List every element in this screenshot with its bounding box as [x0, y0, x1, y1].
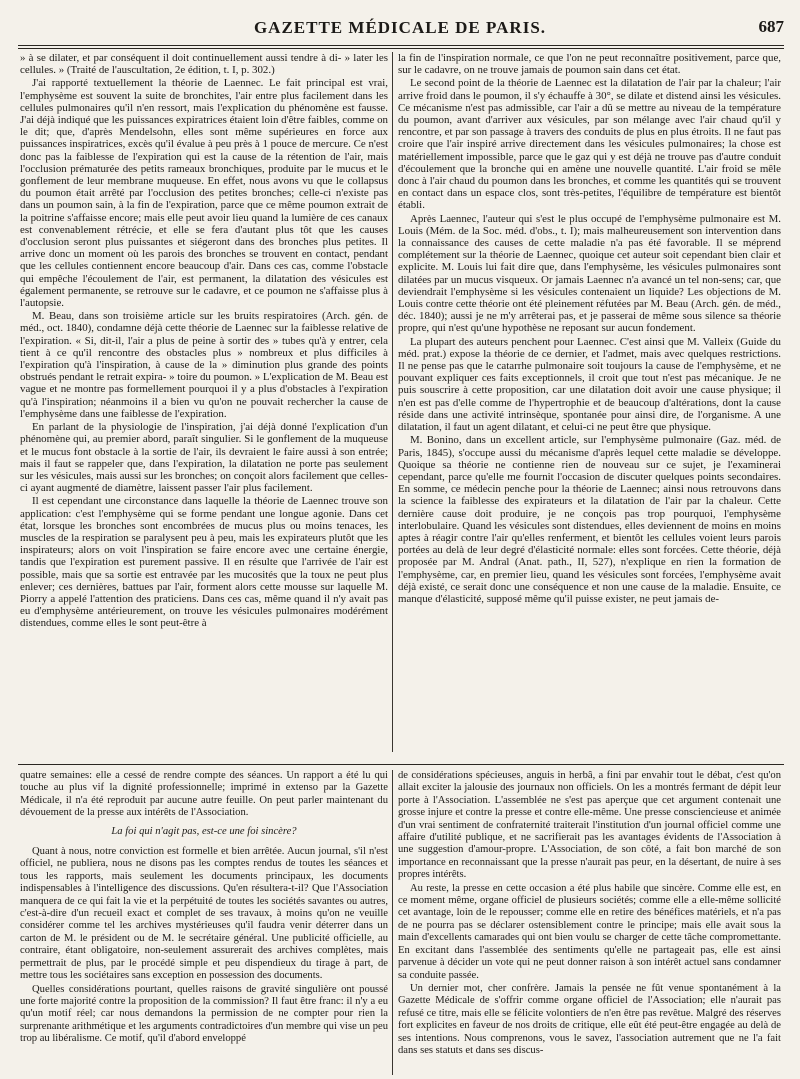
paragraph: Quelles considérations pourtant, quelles raisons de gravité singulière ont poussé une forte majorité contre la proposition de la commission? Il faut être franc: il n'y a eu qu'un motif réel; car nous demandons la permission de ne compter pour rien la surprenante arithmétique et les arguments contradictoires d'un membre qui vise un peu trop au libéralisme. Ce motif, qu'il d'abord enveloppé: [20, 983, 388, 1045]
paragraph: Le second point de la théorie de Laennec est la dilatation de l'air par la chaleur; l'air arrive froid dans le poumon, il s'y échauffe à 30°, se dilate et distend ainsi les vésicules. Ce mécanisme n'est pas admissible, car l'air a dû se mettre au niveau de la température du poumon, avant d'arriver aux vésicules, par son mélange avec l'air chaud qu'il y rencontre, et par son passage à travers des conduits de plus en plus étroits. Il ne faut pas croire que l'air inspiré arrive directement dans les vésicules pulmonaires; la chose est matériellement impossible, parce que le gaz qui y est déjà ne trouve pas d'autre conduit d'écoulement que la bronche qui en amène une nouvelle quantité. L'air froid se mêle donc à l'air chaud du poumon dans les bronches, et comme les quantités qui se trouvent en contact dans un espace clos, sont très-petites, l'équilibre de température est bientôt établi.: [398, 77, 781, 212]
quoted-question: La foi qui n'agit pas, est-ce une foi sincère?: [111, 825, 297, 837]
paragraph: quatre semaines: elle a cessé de rendre compte des séances. Un rapport a été lu qui touche au plus vif la dignité professionnelle; imprimé in extenso par la Gazette Médicale, il n'a été reproduit par aucune autre feuille. On peut parler maintenant du dévouement de la presse aux intérêts de l'Association.: [20, 770, 388, 819]
page-number: 687: [758, 17, 784, 36]
paragraph: Il est cependant une circonstance dans laquelle la théorie de Laennec trouve son application: c'est l'emphysème qui se forme pendant une longue agonie. Dans cet état, lorsque les bronches sont encombrées de mucus plus ou moins tenaces, les muscles de la respiration se paralysent peu à peu, mais les expirateurs plutôt que les inspirateurs; alors on voit l'inspiration se faire encore avec une certaine énergie, tandis que l'expiration est purement passive. Il en résulte que l'arrivée de l'air est possible, mais que sa sortie est entravée par les mucosités que la toux ne peut plus enlever; ces dernières, battues par l'air, forment alors cette mousse sur laquelle M. Piorry a appelé l'attention des praticiens. Dans ces cas, même quand il n'y avait pas eu d'emphysème antérieurement, on trouve les vésicules pulmonaires modérément distendues, comme elles le sont peut-être à: [20, 495, 388, 630]
paragraph: Après Laennec, l'auteur qui s'est le plus occupé de l'emphysème pulmonaire est M. Louis (Mém. de la Soc. méd. d'obs., t. I); mais malheureusement son intervention dans la connaissance des causes de cette maladie n'a pas été favorable. Il se méprend complétement sur la théorie de Laennec, quoique cet auteur soit cependant bien clair et explicite. M. Louis lui fait dire que, dans l'emphysème, les vésicules pulmonaires sont dilatées par un mucus visqueux. Or jamais Laennec n'a avancé un tel non-sens; car, que deviendrait l'emphysème si les vésicules contenaient un liquide? Les objections de M. Louis contre cette théorie ont été pleinement réfutées par M. Beau (Arch. gén. de méd., déc. 1840); aussi je ne m'y arrêterai pas, et je passerai de même sous silence sa théorie propre, qui n'est qu'une hypothèse ne reposant sur aucun fondement.: [398, 212, 781, 335]
header-rule: [18, 45, 784, 46]
feuilleton-column-right: [398, 770, 781, 1075]
header-rule-double: [18, 48, 784, 49]
article-column-left: [20, 52, 388, 754]
column-divider: [392, 770, 393, 1075]
column-divider: [392, 52, 393, 752]
feuilleton-column-left: [20, 770, 388, 1075]
paragraph: » à se dilater, et par conséquent il doit continuellement aussi tendre à di- » later les cellules. » (Traité de l'auscultation, 2e édition, t. I, p. 302.): [20, 52, 388, 77]
paragraph: la fin de l'inspiration normale, ce que l'on ne peut reconnaître positivement, parce que, sur le cadavre, on ne trouve jamais de poumon sain dans cet état.: [398, 52, 781, 77]
page-header: [0, 0, 800, 40]
paragraph: M. Beau, dans son troisième article sur les bruits respiratoires (Arch. gén. de méd., oct. 1840), condamne déjà cette théorie de Laennec sur la faiblesse relative de l'expiration. « Si, dit-il, l'air a plus de peine à sortir des » tubes qu'à y entrer, cela tient à ce qu'il rencontre des obstacles plus » nombreux et plus difficiles à l'expiration qu'à l'inspiration, à cause de la » diminution plus grande des points obstrués pendant le retrait expira- » toire du poumon. » L'explication de M. Beau est vague et ne montre pas formellement pourquoi il y a plus d'obstacles à l'expiration qu'à l'inspiration; néanmoins il a bien vu qu'on ne pouvait rechercher la cause de l'emphysème dans une faiblesse de l'expiration.: [20, 310, 388, 420]
paragraph: Au reste, la presse en cette occasion a été plus habile que sincère. Comme elle est, en ce moment même, organe officiel de plusieurs sociétés; comme elle a elle-même sollicité cet avantage, loin de le repousser; comme elle en retire des bénéfices matériels, et n'a pas de ne pourra pas se déclarer ostensiblement contre le principe; mais elle avait sous la main d'excellents camarades qui ont bien voulu se charger de cette tâche compromettante. En excitant dans l'assemblée des sentiments qu'elle ne partageait pas, elle est ainsi parvenue à décider un vote qui ne peut donner raison à son intérêt actuel sans condamner sa conduite passée.: [398, 882, 781, 981]
article-column-right: [398, 52, 781, 754]
publication-title: GAZETTE MÉDICALE DE PARIS.: [253, 18, 547, 37]
paragraph: J'ai rapporté textuellement la théorie de Laennec. Le fait principal est vrai, l'emphysème est souvent la suite de bronchites, l'air entre plus facilement dans les cellules pulmonaires qu'il n'en ressort, mais l'explication du phénomène est fausse. J'ai déjà indiqué que les puissances expiratrices étaient loin d'être faibles, comme on le dit; que, d'après Mendelsohn, elles sont même supérieures en force aux puissances inspiratrices, excès qu'il évalue à peu près à 1 pouce de mercure. Ce n'est donc pas la faiblesse de l'expiration qui est la cause de la rétention de l'air, mais l'occlusion prématurée des petits rameaux bronchiques, produite par le mucus et le gonflement de leur membrane muqueuse. En effet, nous avons vu que le collapsus du poumon était arrêté par l'occlusion des petites bronches; celle-ci n'existe pas dans un poumon sain, à la fin de l'expiration, parce que ce même poumon extrait de la poitrine s'affaisse encore; mais elle peut avoir lieu quand la lumière de ces canaux est convenablement rétrécie, et elle se fera d'autant plus tôt que les causes d'occlusion seront plus puissantes et siégeront dans des bronches plus petites. Il arrive donc un moment où les parois des bronches se trouvent en contact, pendant que les cellules contiennent encore beaucoup d'air. Dans ces cas, comme l'obstacle qui empêche l'écoulement de l'air, est permanent, la dilatation des vésicules est également permanente, se retrouve sur le cadavre, et ce poumon ne s'affaisse plus à l'autopsie.: [20, 77, 388, 310]
paragraph: M. Bonino, dans un excellent article, sur l'emphysème pulmonaire (Gaz. méd. de Paris, 1845), s'occupe aussi du mécanisme d'après lequel cette maladie se développe. Quoique sa théorie ne contienne rien de nouveau sur ce sujet, je l'examinerai cependant, parce qu'elle me fournit l'occasion de discuter quelques points secondaires. En somme, ce médecin penche pour la théorie de Laennec; ainsi nous retrouvons dans la science la faiblesse des expirateurs et la dilatation de l'air par la chaleur. Cette dernière cause doit produire, je ne conçois pas trop pourquoi, l'emphysème interlobulaire. Quand les vésicules sont distendues, elles deviennent de moins en moins aptes à réagir contre l'air qu'elles renferment, et bientôt les cellules voient leurs parois portées au delà de leur degré d'élasticité normale: elles sont forcées. Cette théorie, déjà proposée par M. Andral (Anat. path., II, 527), n'explique en rien la formation de l'emphysème, car, en premier lieu, quand les vésicules sont forcées, l'emphysème avait déjà existé, ce serait donc une conséquence et non une cause de la maladie. Ensuite, ce manque d'élasticité, supposé même qu'il puisse exister, ne peut jamais de-: [398, 434, 781, 605]
paragraph: Quant à nous, notre conviction est formelle et bien arrêtée. Aucun journal, s'il n'est officiel, ne publiera, nous ne disons pas les comptes rendus de toutes les séances et tous les rapports, mais seulement les documents principaux, les documents indispensables à l'intelligence des discussions. Qu'en résultera-t-il? Que l'Association manquera de ce qui fait la vie et la perpétuité de toutes les sociétés savantes ou autres, c'est-à-dire d'un recueil exact et complet de ses travaux, à moins qu'on ne veuille considérer comme tel les archives mystérieuses qu'il faudra venir déterrer dans un carton de M. le président ou de M. le secrétaire général. Une publicité officielle, au contraire, étant obligatoire, non-seulement assurerait des archives complètes, mais permettrait de plus, par le procédé simple et peu dispendieux du tirage à part, de mettre tous les sociétaires sans exception en possession des documents.: [20, 846, 388, 982]
section-rule: [18, 764, 784, 765]
paragraph: En parlant de la physiologie de l'inspiration, j'ai déjà donné l'explication d'un phénomène qui, au premier abord, paraît singulier. Si le gonflement de la muqueuse et le mucus font obstacle à la sortie de l'air, ils devraient le faire aussi à son entrée; mais il faut se rappeler que, dans l'expiration, la dilatation ne porte pas seulement sur les vésicules, mais aussi sur les bronches; on conçoit alors facilement que celles-ci ayant augmenté de diamètre, laissent passer l'air plus facilement.: [20, 421, 388, 495]
paragraph: de considérations spécieuses, anguis in herbâ, a fini par envahir tout le débat, c'est qu'on allait exciter la jalousie des journaux non officiels. On les a montrés fermant de dépit leur porte à l'Association. L'assemblée ne s'est pas aperçue que cet argument contenait une grosse injure et contre la presse et contre elle-même. Une presse consciencieuse et animée d'un vrai sentiment de confraternité traiterait l'institution d'un journal officiel comme une affaire d'utilité publique, et ne sacrifierait pas les avantages évidents de l'Association à une suggestion d'amour-propre. L'Association, de son côté, a fait bon marché de son importance en reconnaissant que la presse n'aurait pas peur, en la désertant, de nuire à ses propres intérêts.: [398, 770, 781, 881]
paragraph: Un dernier mot, cher confrère. Jamais la pensée ne fût venue spontanément à la Gazette Médicale de s'offrir comme organe officiel de l'Association; elle n'aurait pas refusé ce titre, mais elle se félicite volontiers de n'en être pas revêtue. Malgré des réserves fort explicites en faveur de nos droits de critique, elle eût été peut-être engagée au delà de ses intentions. Nous comprenons, vous le savez, l'association autrement que ne l'a fait dans ses statuts et dans ses discus-: [398, 982, 781, 1056]
paragraph: La plupart des auteurs penchent pour Laennec. C'est ainsi que M. Valleix (Guide du méd. prat.) expose la théorie de ce dernier, et l'admet, mais avec quelques restrictions. Il ne pense pas que le catarrhe pulmonaire soit toujours la cause de l'emphysème, et ne pouvant expliquer ces faits exceptionnels, il croit que tout n'est pas mécanique. Je ne puis souscrire à cette proposition, car une dilatation doit avoir une cause physique; il n'en est pas d'elle comme de l'hypertrophie et de beaucoup d'altérations, dont la cause réside dans une activité intrinsèque, spontanée pour ainsi dire, de l'organisme. A une dilatation, il faut un agent dilatant, et celui-ci ne peut être que physique.: [398, 335, 781, 434]
